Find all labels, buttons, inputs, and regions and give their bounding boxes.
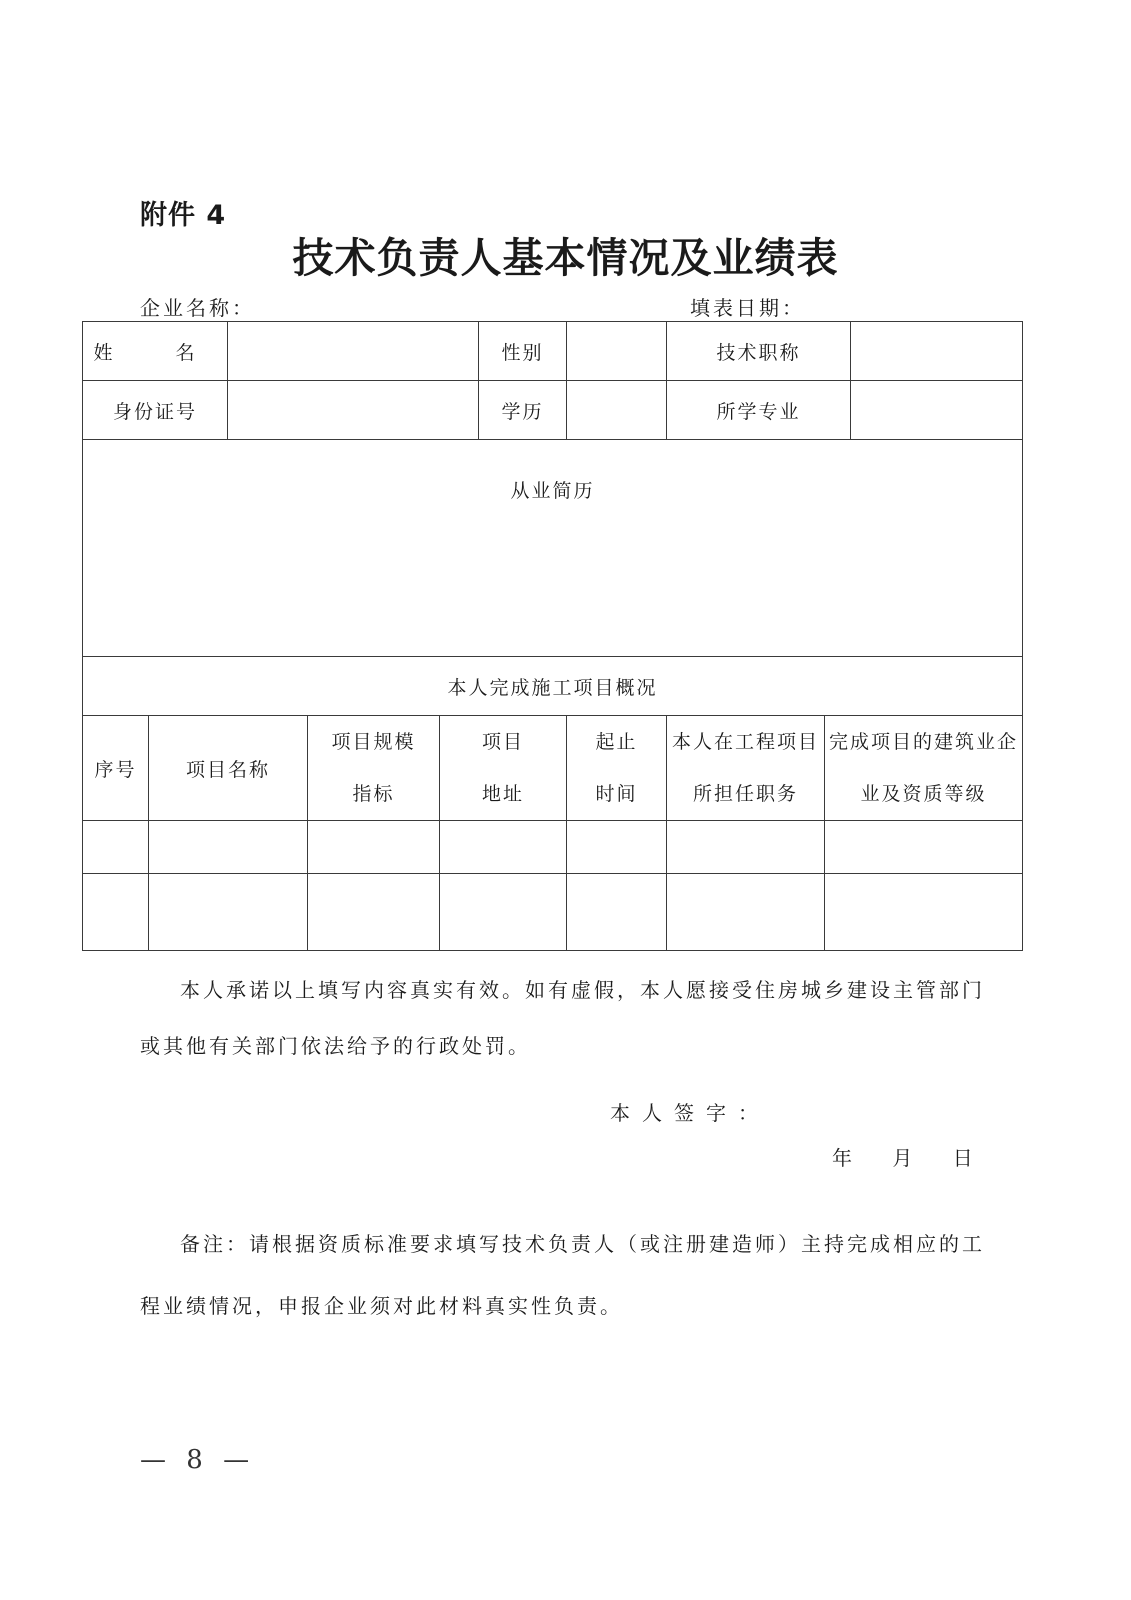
- table-row: [83, 874, 1023, 951]
- date-year-label: 年: [832, 1146, 852, 1170]
- table-cell[interactable]: [567, 821, 667, 874]
- period-header-cell: [567, 716, 667, 821]
- role-header-line2: 所担任职务: [693, 783, 799, 805]
- gender-label-cell: [479, 322, 567, 381]
- table-cell[interactable]: [440, 821, 567, 874]
- signature-label: 本人签字：: [610, 1101, 770, 1125]
- id-number-label: 身份证号: [113, 400, 198, 423]
- performance-form-table: [82, 321, 1023, 951]
- table-cell[interactable]: [149, 821, 308, 874]
- table-cell[interactable]: [149, 874, 308, 951]
- page-number: — 8 —: [140, 1445, 256, 1475]
- table-cell[interactable]: [825, 874, 1023, 951]
- attachment-label: 附件 4: [140, 200, 227, 231]
- table-cell[interactable]: [308, 821, 440, 874]
- major-label-cell: [667, 381, 851, 440]
- projects-section-label: 本人完成施工项目概况: [447, 676, 658, 699]
- table-cell[interactable]: [667, 874, 825, 951]
- title-input-cell[interactable]: [851, 322, 1023, 381]
- remark-paragraph: 备注：请根据资质标准要求填写技术负责人（或注册建造师）主持完成相应的工程业绩情况，申报企业须对此材料真实性负责。: [140, 1232, 985, 1318]
- resume-cell[interactable]: [83, 440, 1023, 657]
- title-label-cell: [667, 322, 851, 381]
- period-header-line1: 起止: [595, 731, 638, 753]
- table-cell[interactable]: [440, 874, 567, 951]
- address-header-line2: 地址: [482, 783, 525, 805]
- scale-header-line2: 指标: [352, 783, 395, 805]
- education-label-cell: [479, 381, 567, 440]
- pledge-paragraph: 本人承诺以上填写内容真实有效。如有虚假，本人愿接受住房城乡建设主管部门或其他有关部门依法给予的行政处罚。: [140, 978, 985, 1058]
- technical-title-label: 技术职称: [716, 341, 801, 364]
- gender-input-cell[interactable]: [567, 322, 667, 381]
- project-name-header: 项目名称: [186, 758, 271, 781]
- company-header-line2: 业及资质等级: [860, 783, 987, 805]
- document-title: 技术负责人基本情况及业绩表: [292, 234, 839, 282]
- major-label: 所学专业: [716, 400, 801, 423]
- name-label-cell: [83, 322, 228, 381]
- id-label-cell: [83, 381, 228, 440]
- project-name-header-cell: [149, 716, 308, 821]
- company-name-label: 企业名称：: [140, 296, 255, 320]
- company-header-line1: 完成项目的建筑业企: [829, 731, 1019, 753]
- signature-date-line: [832, 1142, 1007, 1171]
- seq-header: 序号: [94, 758, 137, 781]
- table-row: [83, 821, 1023, 874]
- scale-header-cell: [308, 716, 440, 821]
- projects-section-cell: [83, 657, 1023, 716]
- table-cell[interactable]: [825, 821, 1023, 874]
- education-input-cell[interactable]: [567, 381, 667, 440]
- date-day-label: 日: [952, 1146, 973, 1170]
- seq-header-cell: [83, 716, 149, 821]
- date-month-label: 月: [892, 1146, 913, 1170]
- role-header-line1: 本人在工程项目: [672, 731, 820, 753]
- table-cell[interactable]: [308, 874, 440, 951]
- fill-date-label: 填表日期：: [690, 296, 805, 320]
- table-cell[interactable]: [83, 874, 149, 951]
- address-header-cell: [440, 716, 567, 821]
- table-cell[interactable]: [83, 821, 149, 874]
- education-label: 学历: [501, 400, 544, 423]
- scale-header-line1: 项目规模: [331, 731, 416, 753]
- gender-label: 性别: [501, 341, 544, 364]
- company-header-cell: [825, 716, 1023, 821]
- role-header-cell: [667, 716, 825, 821]
- name-input-cell[interactable]: [228, 322, 479, 381]
- major-input-cell[interactable]: [851, 381, 1023, 440]
- table-cell[interactable]: [667, 821, 825, 874]
- name-label: 姓 名: [93, 341, 217, 364]
- id-input-cell[interactable]: [228, 381, 479, 440]
- address-header-line1: 项目: [482, 731, 525, 753]
- period-header-line2: 时间: [595, 783, 638, 805]
- resume-label: 从业简历: [510, 480, 595, 502]
- table-cell[interactable]: [567, 874, 667, 951]
